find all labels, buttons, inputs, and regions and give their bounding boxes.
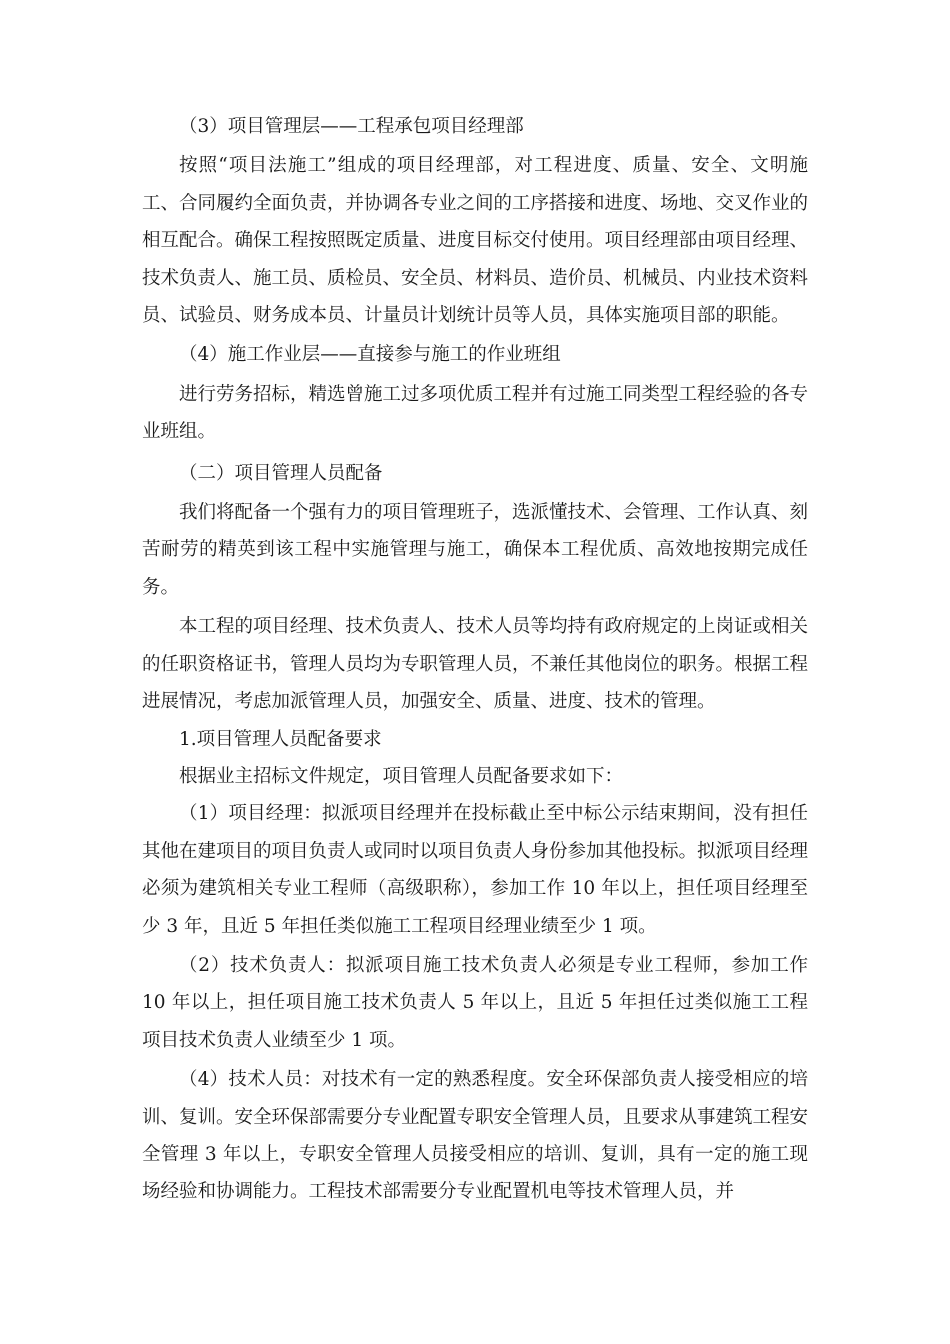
document-body — [142, 108, 808, 1211]
heading-staffing-requirements: 1.项目管理人员配备要求 — [179, 728, 382, 750]
heading-staffing: （二）项目管理人员配备 — [179, 462, 383, 484]
paragraph-technical-staff: （4）技术人员：对技术有一定的熟悉程度。安全环保部负责人接受相应的培训、复训。安全环保部需要分专业配置专职安全管理人员，且要求从事建筑工程安全管理 3 年以上，专职安全管理人员接受相应的培训、复训，具有一定的施工现场经验和协调能力。工程技术部需要分专业配置机电等技术管理人员，并 — [142, 1069, 809, 1203]
heading-construction-layer: （4）施工作业层——直接参与施工的作业班组 — [179, 344, 561, 366]
paragraph-certification: 本工程的项目经理、技术负责人、技术人员等均持有政府规定的上岗证或相关的任职资格证书，管理人员均为专职管理人员，不兼任其他岗位的职务。根据工程进展情况，考虑加派管理人员，加强安全、质量、进度、技术的管理。 — [142, 616, 809, 713]
paragraph-technical-lead: （2）技术负责人：拟派项目施工技术负责人必须是专业工程师，参加工作 10 年以上，担任项目施工技术负责人 5 年以上，且近 5 年担任过类似施工工程项目技术负责人业绩至少 1 项。 — [142, 954, 808, 1051]
paragraph-project-department: 按照“项目法施工”组成的项目经理部，对工程进度、质量、安全、文明施工、合同履约全面负责，并协调各专业之间的工序搭接和进度、场地、交叉作业的相互配合。确保工程按照既定质量、进度目标交付使用。项目经理部由项目经理、技术负责人、施工员、质检员、安全员、材料员、造价员、机械员、内业技术资料员、试验员、财务成本员、计量员计划统计员等人员，具体实施项目部的职能。 — [142, 155, 809, 327]
paragraph-requirements-intro: 根据业主招标文件规定，项目管理人员配备要求如下： — [179, 765, 624, 787]
paragraph-project-manager: （1）项目经理：拟派项目经理并在投标截止至中标公示结束期间，没有担任其他在建项目的项目负责人或同时以项目负责人身份参加其他投标。拟派项目经理必须为建筑相关专业工程师（高级职称），参加工作 10 年以上，担任项目经理至少 3 年，且近 5 年担任类似施工工程项目经理业绩至少 1 项。 — [142, 803, 809, 937]
heading-project-management-layer: （3）项目管理层——工程承包项目经理部 — [179, 116, 524, 137]
paragraph-labor-bidding: 进行劳务招标，精选曾施工过多项优质工程并有过施工同类型工程经验的各专业班组。 — [142, 383, 809, 443]
paragraph-management-team: 我们将配备一个强有力的项目管理班子，选派懂技术、会管理、工作认真、刻苦耐劳的精英到该工程中实施管理与施工，确保本工程优质、高效地按期完成任务。 — [142, 502, 809, 598]
